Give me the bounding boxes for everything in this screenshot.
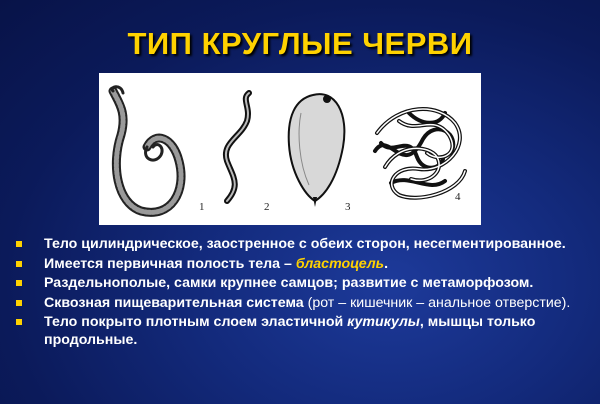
worm-figure-3	[289, 94, 345, 207]
square-bullet-icon	[16, 300, 22, 306]
bullet-item-reproduction	[14, 275, 594, 293]
slide-title: ТИП КРУГЛЫЕ ЧЕРВИ	[127, 26, 473, 61]
bullet-item-body-shape	[14, 236, 594, 254]
bullet-text: Тело покрыто плотным слоем эластичной	[44, 314, 348, 330]
figure-label-4: 4	[455, 191, 461, 203]
figure-label-2: 2	[264, 201, 270, 213]
highlighted-term: бластоцель	[295, 255, 385, 272]
bullet-item-body-cavity	[14, 256, 594, 274]
bullet-text: Раздельнополые, самки крупнее самцов; развитие с метаморфозом.	[44, 275, 534, 291]
bullet-item-digestive	[14, 295, 594, 313]
figure-label-3: 3	[345, 201, 351, 213]
figure-label-1: 1	[199, 201, 205, 213]
roundworms-illustration	[99, 73, 481, 225]
bullet-text: Сквозная пищеварительная система	[44, 294, 304, 311]
roundworms-drawing	[99, 73, 481, 225]
worm-figure-1	[112, 87, 181, 213]
bullet-text: Тело цилиндрическое, заостренное с обеих сторон, несегментированное.	[44, 236, 566, 252]
square-bullet-icon	[16, 261, 22, 267]
worm-figure-4	[375, 109, 465, 198]
bullet-text-end: , мышцы только продольные.	[44, 314, 536, 348]
bullet-list	[14, 236, 594, 351]
square-bullet-icon	[16, 241, 22, 247]
italic-term: кутикулы	[347, 314, 420, 330]
bullet-text-detail: (рот – кишечник – анальное отверстие).	[303, 294, 571, 311]
bullet-text-end: .	[384, 255, 389, 272]
square-bullet-icon	[16, 280, 22, 286]
square-bullet-icon	[16, 319, 22, 325]
worm-figure-2	[226, 93, 249, 201]
bullet-item-cuticle	[14, 314, 594, 349]
bullet-text: Имеется первичная полость тела –	[44, 255, 296, 272]
